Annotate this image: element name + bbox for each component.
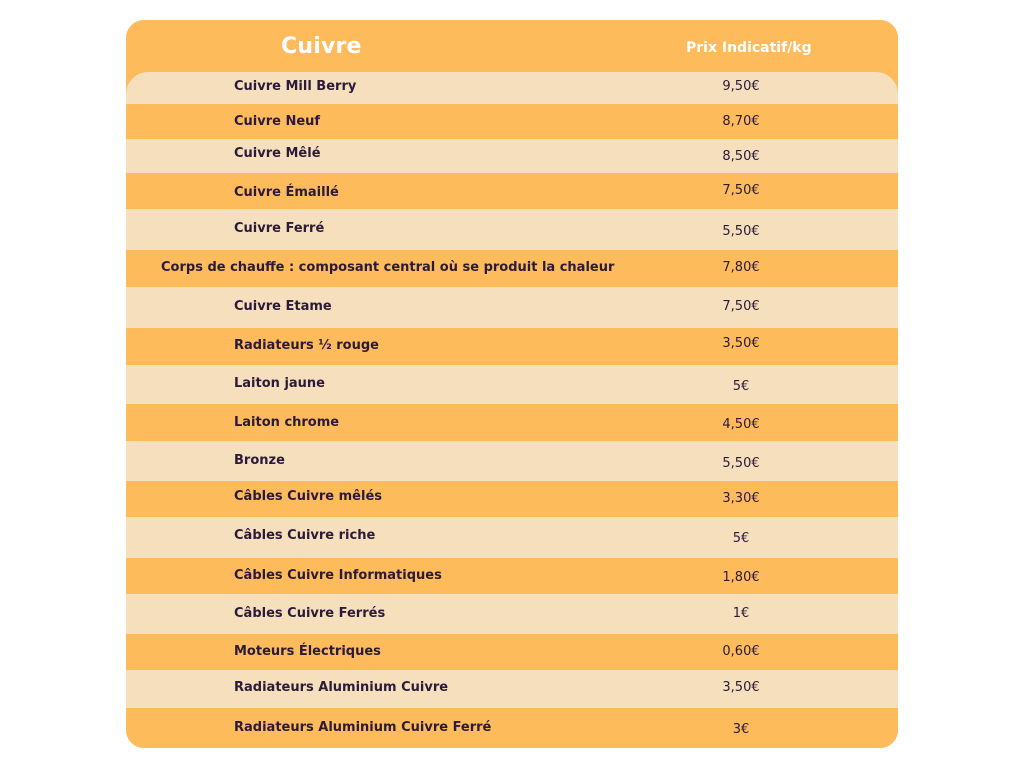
row-material: Laiton jaune [234,376,325,391]
row-material: Bronze [234,453,285,468]
table-row [126,328,898,365]
row-material: Corps de chauffe : composant central où se produit la chaleur [161,260,615,275]
row-material: Radiateurs ½ rouge [234,338,379,353]
row-material: Câbles Cuivre Ferrés [234,606,386,621]
header-price: Prix Indicatif/kg [686,40,812,56]
row-price: 5€ [732,531,750,546]
header-material: Cuivre [281,34,362,59]
table-row [126,708,898,748]
table-row [126,404,898,441]
row-price: 5,50€ [722,224,760,239]
table-row [126,517,898,558]
table-row [126,558,898,594]
row-price: 0,60€ [722,644,760,659]
row-price: 1,80€ [722,570,760,585]
row-material: Cuivre Ferré [234,221,325,236]
table-row [126,670,898,708]
row-price: 3,50€ [722,680,760,695]
table-row [126,139,898,173]
row-material: Cuivre Etame [234,299,332,314]
row-material: Câbles Cuivre riche [234,528,376,543]
row-price: 5€ [732,379,750,394]
row-price: 3,30€ [722,491,760,506]
table-row [126,634,898,670]
row-price: 7,50€ [722,299,760,314]
table-row [126,250,898,287]
row-material: Cuivre Neuf [234,114,321,129]
row-price: 1€ [732,606,750,621]
row-price: 9,50€ [722,79,760,94]
row-material: Radiateurs Aluminium Cuivre [234,680,449,695]
row-material: Câbles Cuivre Informatiques [234,568,442,583]
row-price: 4,50€ [722,417,760,432]
table-header [126,20,898,80]
row-material: Laiton chrome [234,415,340,430]
row-material: Cuivre Mêlé [234,146,321,161]
row-material: Cuivre Émaillé [234,185,339,200]
row-material: Câbles Cuivre mêlés [234,489,383,504]
row-price: 5,50€ [722,456,760,471]
row-material: Cuivre Mill Berry [234,79,357,94]
table-row [126,441,898,481]
table-row [126,104,898,139]
table-row [126,173,898,209]
price-table [126,20,898,748]
table-row [126,365,898,404]
table-row [126,72,898,104]
table-row [126,287,898,328]
table-row [126,594,898,634]
row-price: 8,50€ [722,149,760,164]
row-price: 8,70€ [722,114,760,129]
row-price: 7,50€ [722,183,760,198]
row-price: 3€ [732,722,750,737]
row-material: Moteurs Électriques [234,644,381,659]
row-material: Radiateurs Aluminium Cuivre Ferré [234,720,492,735]
table-row [126,209,898,250]
row-price: 3,50€ [722,336,760,351]
table-row [126,481,898,517]
row-price: 7,80€ [722,260,760,275]
